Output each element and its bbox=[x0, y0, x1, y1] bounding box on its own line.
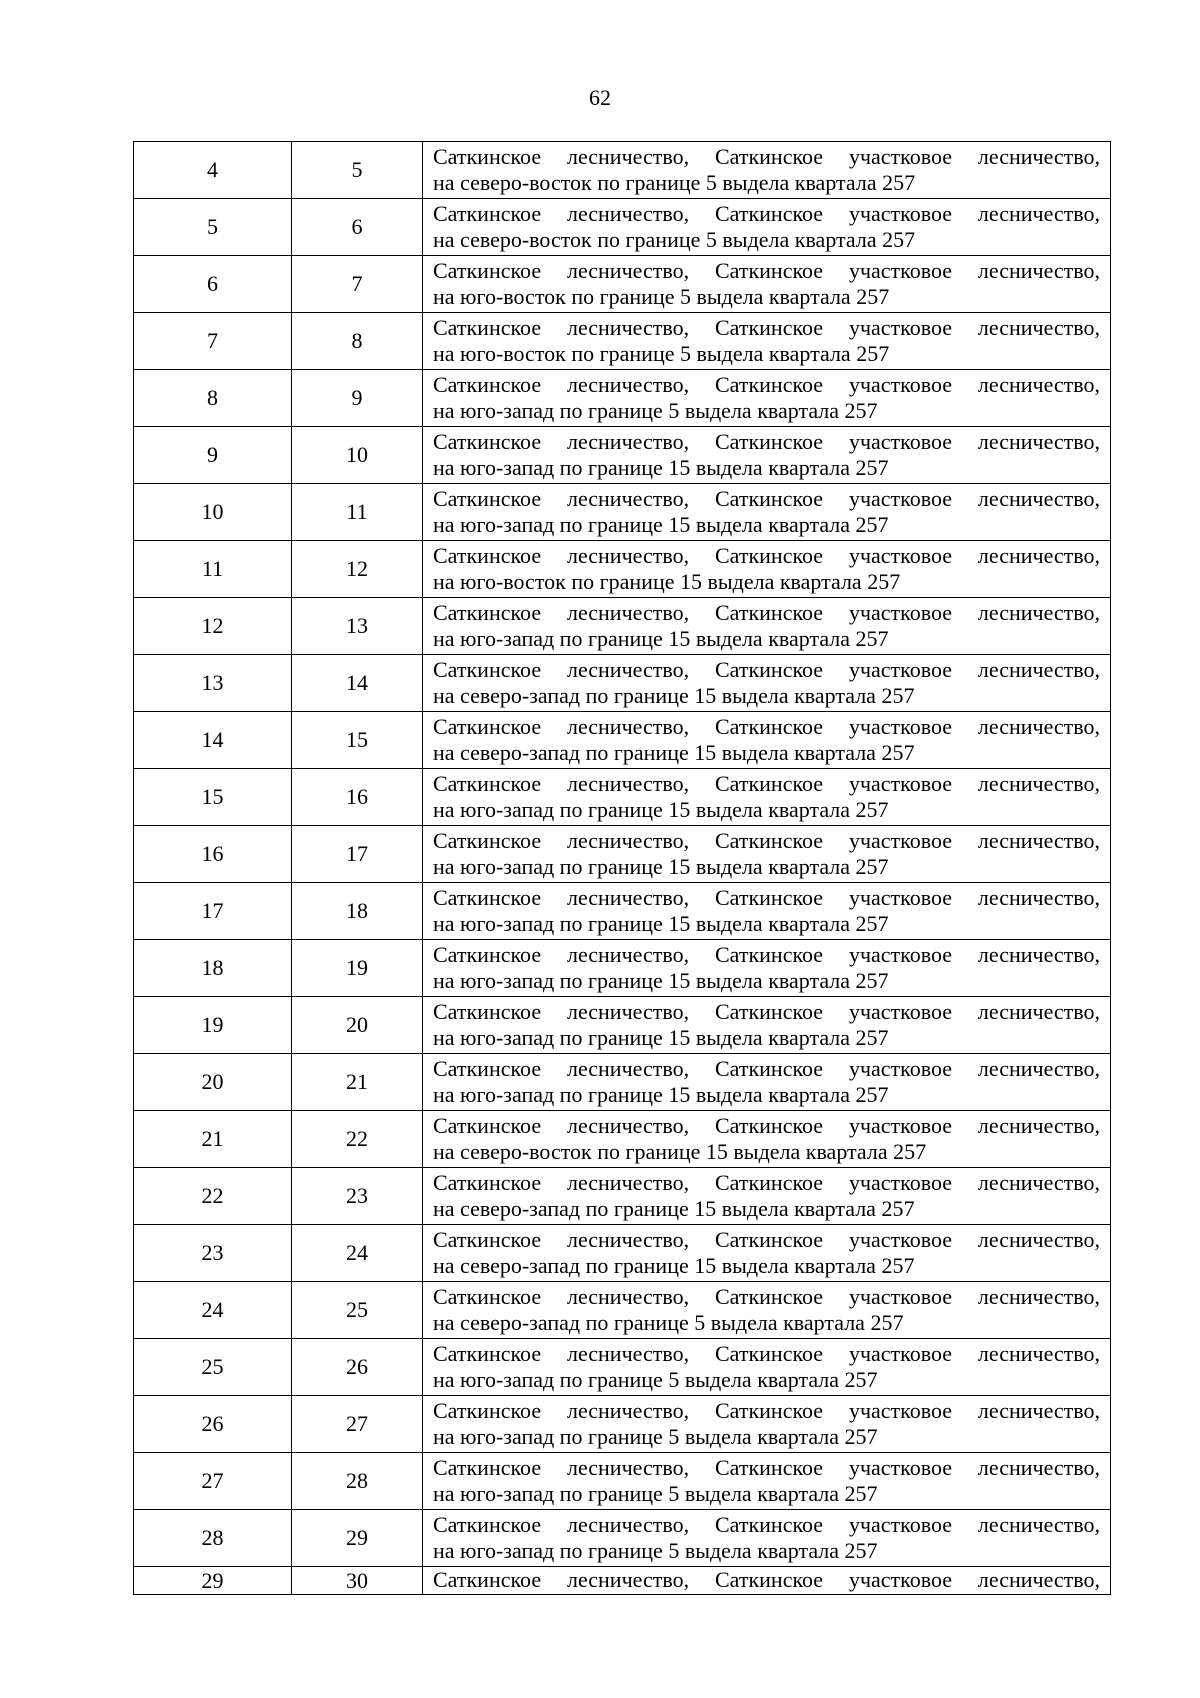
description-line-1: Саткинское лесничество, Саткинское участковое лесничество, bbox=[433, 714, 1100, 739]
description-line-1: Саткинское лесничество, Саткинское участковое лесничество, bbox=[433, 543, 1100, 568]
description-line-1: Саткинское лесничество, Саткинское участковое лесничество, bbox=[433, 1170, 1100, 1195]
table-row bbox=[134, 1453, 1111, 1510]
description-cell bbox=[423, 1510, 1111, 1567]
point-from-cell: 23 bbox=[134, 1225, 292, 1282]
point-to-cell: 27 bbox=[292, 1396, 423, 1453]
point-to-cell: 14 bbox=[292, 655, 423, 712]
table-row bbox=[134, 541, 1111, 598]
point-to-cell: 23 bbox=[292, 1168, 423, 1225]
table-row bbox=[134, 940, 1111, 997]
table-row bbox=[134, 313, 1111, 370]
description-cell bbox=[423, 1282, 1111, 1339]
table-row bbox=[134, 1567, 1111, 1595]
point-to-cell: 5 bbox=[292, 142, 423, 199]
point-from-cell: 19 bbox=[134, 997, 292, 1054]
point-from-cell: 4 bbox=[134, 142, 292, 199]
point-to-cell: 24 bbox=[292, 1225, 423, 1282]
table-row bbox=[134, 1054, 1111, 1111]
description-cell bbox=[423, 1567, 1111, 1595]
description-line-2: на юго-восток по границе 5 выдела квартала 257 bbox=[433, 341, 890, 366]
table-row bbox=[134, 997, 1111, 1054]
table-row bbox=[134, 1510, 1111, 1567]
point-to-cell: 30 bbox=[292, 1567, 423, 1595]
point-from-cell: 7 bbox=[134, 313, 292, 370]
description-line-1: Саткинское лесничество, Саткинское участковое лесничество, bbox=[433, 1227, 1100, 1252]
description-cell bbox=[423, 940, 1111, 997]
description-line-1: Саткинское лесничество, Саткинское участковое лесничество, bbox=[433, 1056, 1100, 1081]
description-line-2: на юго-запад по границе 15 выдела квартала 257 bbox=[433, 626, 889, 651]
description-line-2: на юго-запад по границе 15 выдела квартала 257 bbox=[433, 968, 889, 993]
point-to-cell: 15 bbox=[292, 712, 423, 769]
point-to-cell: 21 bbox=[292, 1054, 423, 1111]
point-from-cell: 12 bbox=[134, 598, 292, 655]
point-to-cell: 20 bbox=[292, 997, 423, 1054]
point-from-cell: 27 bbox=[134, 1453, 292, 1510]
description-line-2: на юго-запад по границе 15 выдела квартала 257 bbox=[433, 1082, 889, 1107]
point-to-cell: 16 bbox=[292, 769, 423, 826]
description-line-1: Саткинское лесничество, Саткинское участковое лесничество, bbox=[433, 657, 1100, 682]
description-cell bbox=[423, 883, 1111, 940]
description-cell bbox=[423, 1339, 1111, 1396]
description-line-2: на юго-запад по границе 15 выдела квартала 257 bbox=[433, 512, 889, 537]
description-line-1: Саткинское лесничество, Саткинское участковое лесничество, bbox=[433, 486, 1100, 511]
description-cell bbox=[423, 370, 1111, 427]
description-line-2: на юго-запад по границе 15 выдела квартала 257 bbox=[433, 911, 889, 936]
point-to-cell: 17 bbox=[292, 826, 423, 883]
point-from-cell: 28 bbox=[134, 1510, 292, 1567]
table-row bbox=[134, 199, 1111, 256]
description-line-1: Саткинское лесничество, Саткинское участковое лесничество, bbox=[433, 885, 1100, 910]
point-from-cell: 21 bbox=[134, 1111, 292, 1168]
point-from-cell: 9 bbox=[134, 427, 292, 484]
description-cell bbox=[423, 1111, 1111, 1168]
table-row bbox=[134, 1339, 1111, 1396]
point-from-cell: 18 bbox=[134, 940, 292, 997]
description-line-1: Саткинское лесничество, Саткинское участковое лесничество, bbox=[433, 1398, 1100, 1423]
description-line-1: Саткинское лесничество, Саткинское участковое лесничество, bbox=[433, 144, 1100, 169]
point-from-cell: 20 bbox=[134, 1054, 292, 1111]
description-cell bbox=[423, 598, 1111, 655]
description-cell bbox=[423, 769, 1111, 826]
description-line-2: на северо-восток по границе 5 выдела квартала 257 bbox=[433, 227, 916, 252]
description-line-1: Саткинское лесничество, Саткинское участковое лесничество, bbox=[433, 1512, 1100, 1537]
table-row bbox=[134, 427, 1111, 484]
page-number: 62 bbox=[589, 85, 611, 110]
table-row bbox=[134, 142, 1111, 199]
point-from-cell: 26 bbox=[134, 1396, 292, 1453]
table-row bbox=[134, 1111, 1111, 1168]
description-line-1: Саткинское лесничество, Саткинское участковое лесничество, bbox=[433, 315, 1100, 340]
description-cell bbox=[423, 826, 1111, 883]
description-cell bbox=[423, 655, 1111, 712]
description-line-2: на юго-запад по границе 15 выдела квартала 257 bbox=[433, 455, 889, 480]
point-to-cell: 8 bbox=[292, 313, 423, 370]
description-line-1: Саткинское лесничество, Саткинское участковое лесничество, bbox=[433, 1113, 1100, 1138]
description-line-2: на юго-восток по границе 5 выдела квартала 257 bbox=[433, 284, 890, 309]
description-cell bbox=[423, 1168, 1111, 1225]
description-cell bbox=[423, 256, 1111, 313]
table-row bbox=[134, 598, 1111, 655]
point-to-cell: 7 bbox=[292, 256, 423, 313]
point-to-cell: 10 bbox=[292, 427, 423, 484]
description-cell bbox=[423, 142, 1111, 199]
table-row bbox=[134, 883, 1111, 940]
point-from-cell: 11 bbox=[134, 541, 292, 598]
point-from-cell: 14 bbox=[134, 712, 292, 769]
description-line-1: Саткинское лесничество, Саткинское участковое лесничество, bbox=[433, 1284, 1100, 1309]
description-line-2: на юго-восток по границе 15 выдела квартала 257 bbox=[433, 569, 901, 594]
description-line-1: Саткинское лесничество, Саткинское участковое лесничество, bbox=[433, 372, 1100, 397]
description-line-2: на юго-запад по границе 5 выдела квартала 257 bbox=[433, 1538, 878, 1563]
point-from-cell: 24 bbox=[134, 1282, 292, 1339]
description-line-2: на северо-запад по границе 5 выдела квартала 257 bbox=[433, 1310, 904, 1335]
point-to-cell: 28 bbox=[292, 1453, 423, 1510]
description-line-2: на северо-восток по границе 15 выдела квартала 257 bbox=[433, 1139, 927, 1164]
description-line-2: на северо-запад по границе 15 выдела квартала 257 bbox=[433, 1196, 915, 1221]
description-line-2: на юго-запад по границе 5 выдела квартала 257 bbox=[433, 1367, 878, 1392]
table-row bbox=[134, 769, 1111, 826]
point-from-cell: 16 bbox=[134, 826, 292, 883]
table-row bbox=[134, 256, 1111, 313]
description-line-1: Саткинское лесничество, Саткинское участковое лесничество, bbox=[433, 429, 1100, 454]
description-cell bbox=[423, 313, 1111, 370]
point-from-cell: 29 bbox=[134, 1567, 292, 1595]
point-to-cell: 19 bbox=[292, 940, 423, 997]
point-from-cell: 25 bbox=[134, 1339, 292, 1396]
table-row bbox=[134, 1282, 1111, 1339]
description-cell bbox=[423, 1453, 1111, 1510]
description-cell bbox=[423, 1225, 1111, 1282]
table-row bbox=[134, 1225, 1111, 1282]
description-cell bbox=[423, 712, 1111, 769]
description-line-2: на юго-запад по границе 5 выдела квартала 257 bbox=[433, 398, 878, 423]
description-cell bbox=[423, 484, 1111, 541]
description-line-1: Саткинское лесничество, Саткинское участковое лесничество, bbox=[433, 828, 1100, 853]
description-line-2: на юго-запад по границе 5 выдела квартала 257 bbox=[433, 1481, 878, 1506]
boundary-table bbox=[133, 141, 1111, 1595]
description-line-1: Саткинское лесничество, Саткинское участковое лесничество, bbox=[433, 942, 1100, 967]
point-to-cell: 9 bbox=[292, 370, 423, 427]
description-line-1: Саткинское лесничество, Саткинское участковое лесничество, bbox=[433, 258, 1100, 283]
point-from-cell: 13 bbox=[134, 655, 292, 712]
point-from-cell: 8 bbox=[134, 370, 292, 427]
table-row bbox=[134, 484, 1111, 541]
point-from-cell: 22 bbox=[134, 1168, 292, 1225]
description-line-1: Саткинское лесничество, Саткинское участковое лесничество, bbox=[433, 1455, 1100, 1480]
description-line-2: на юго-запад по границе 15 выдела квартала 257 bbox=[433, 854, 889, 879]
point-to-cell: 29 bbox=[292, 1510, 423, 1567]
point-from-cell: 15 bbox=[134, 769, 292, 826]
description-line-2: на северо-запад по границе 15 выдела квартала 257 bbox=[433, 1253, 915, 1278]
description-line-2: на северо-запад по границе 15 выдела квартала 257 bbox=[433, 683, 915, 708]
description-line-1: Саткинское лесничество, Саткинское участковое лесничество, bbox=[433, 1567, 1100, 1592]
table-row bbox=[134, 370, 1111, 427]
description-line-1: Саткинское лесничество, Саткинское участковое лесничество, bbox=[433, 999, 1100, 1024]
description-line-2: на юго-запад по границе 5 выдела квартала 257 bbox=[433, 1424, 878, 1449]
description-cell bbox=[423, 1054, 1111, 1111]
description-line-1: Саткинское лесничество, Саткинское участковое лесничество, bbox=[433, 1341, 1100, 1366]
table-row bbox=[134, 655, 1111, 712]
description-line-2: на северо-восток по границе 5 выдела квартала 257 bbox=[433, 170, 916, 195]
description-cell bbox=[423, 541, 1111, 598]
point-from-cell: 17 bbox=[134, 883, 292, 940]
point-from-cell: 10 bbox=[134, 484, 292, 541]
point-from-cell: 5 bbox=[134, 199, 292, 256]
table-body bbox=[134, 142, 1111, 1595]
point-to-cell: 13 bbox=[292, 598, 423, 655]
point-from-cell: 6 bbox=[134, 256, 292, 313]
description-line-1: Саткинское лесничество, Саткинское участковое лесничество, bbox=[433, 771, 1100, 796]
description-line-2: на северо-запад по границе 15 выдела квартала 257 bbox=[433, 740, 915, 765]
description-cell bbox=[423, 199, 1111, 256]
description-cell bbox=[423, 997, 1111, 1054]
point-to-cell: 26 bbox=[292, 1339, 423, 1396]
description-cell bbox=[423, 1396, 1111, 1453]
table-row bbox=[134, 826, 1111, 883]
description-cell bbox=[423, 427, 1111, 484]
point-to-cell: 18 bbox=[292, 883, 423, 940]
point-to-cell: 11 bbox=[292, 484, 423, 541]
point-to-cell: 22 bbox=[292, 1111, 423, 1168]
description-line-2: на юго-запад по границе 15 выдела квартала 257 bbox=[433, 797, 889, 822]
description-line-2: на юго-запад по границе 15 выдела квартала 257 bbox=[433, 1025, 889, 1050]
point-to-cell: 6 bbox=[292, 199, 423, 256]
table-row bbox=[134, 712, 1111, 769]
table-row bbox=[134, 1168, 1111, 1225]
description-line-1: Саткинское лесничество, Саткинское участковое лесничество, bbox=[433, 600, 1100, 625]
point-to-cell: 12 bbox=[292, 541, 423, 598]
table-row bbox=[134, 1396, 1111, 1453]
description-line-1: Саткинское лесничество, Саткинское участковое лесничество, bbox=[433, 201, 1100, 226]
point-to-cell: 25 bbox=[292, 1282, 423, 1339]
